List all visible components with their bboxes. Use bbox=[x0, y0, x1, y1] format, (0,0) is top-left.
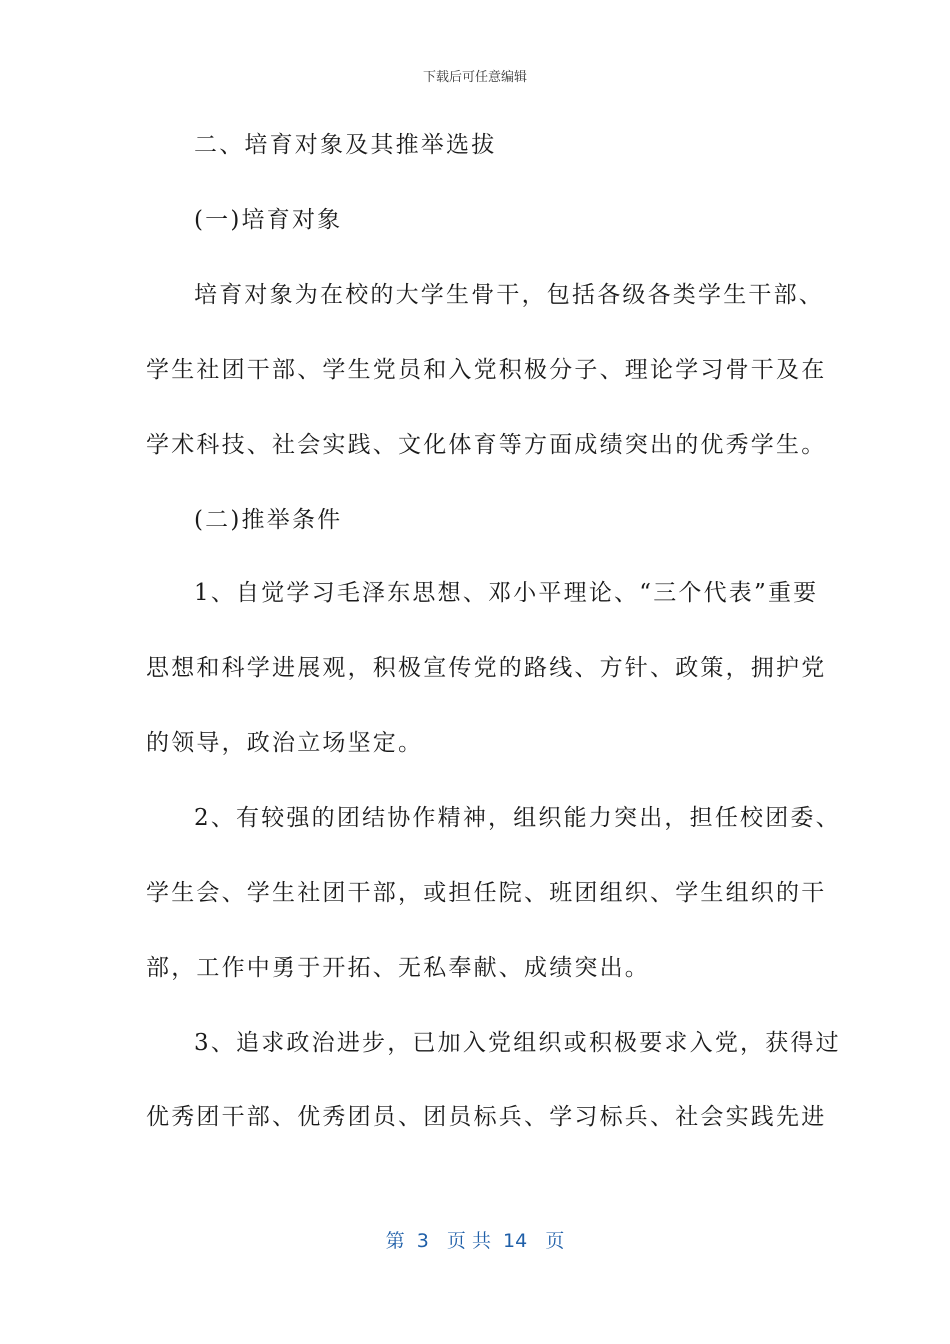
paragraph-line: 学生社团干部、学生党员和入党积极分子、理论学习骨干及在 bbox=[146, 357, 827, 383]
paragraph-line: 思想和科学进展观，积极宣传党的路线、方针、政策，拥护党 bbox=[146, 655, 827, 681]
page-number-footer: 第 3 页 共 14 页 bbox=[385, 1230, 565, 1252]
paragraph-line: 的领导，政治立场坚定。 bbox=[146, 730, 424, 756]
subsection-heading: (一)培育对象 bbox=[194, 207, 343, 233]
section-heading: 二、培育对象及其推举选拔 bbox=[194, 132, 497, 158]
paragraph-line: 1、自觉学习毛泽东思想、邓小平理论、“三个代表”重要 bbox=[194, 580, 819, 606]
paragraph-line: 培育对象为在校的大学生骨干，包括各级各类学生干部、 bbox=[194, 282, 824, 308]
paragraph-line: 学生会、学生社团干部，或担任院、班团组织、学生组织的干 bbox=[146, 880, 827, 906]
paragraph-line: 学术科技、社会实践、文化体育等方面成绩突出的优秀学生。 bbox=[146, 432, 827, 458]
page-header: 下载后可任意编辑 bbox=[422, 70, 527, 85]
subsection-heading: (二)推举条件 bbox=[194, 507, 343, 533]
paragraph-line: 3、追求政治进步，已加入党组织或积极要求入党，获得过 bbox=[194, 1030, 841, 1056]
paragraph-line: 优秀团干部、优秀团员、团员标兵、学习标兵、社会实践先进 bbox=[146, 1104, 827, 1130]
paragraph-line: 2、有较强的团结协作精神，组织能力突出，担任校团委、 bbox=[194, 805, 841, 831]
paragraph-line: 部，工作中勇于开拓、无私奉献、成绩突出。 bbox=[146, 955, 650, 981]
